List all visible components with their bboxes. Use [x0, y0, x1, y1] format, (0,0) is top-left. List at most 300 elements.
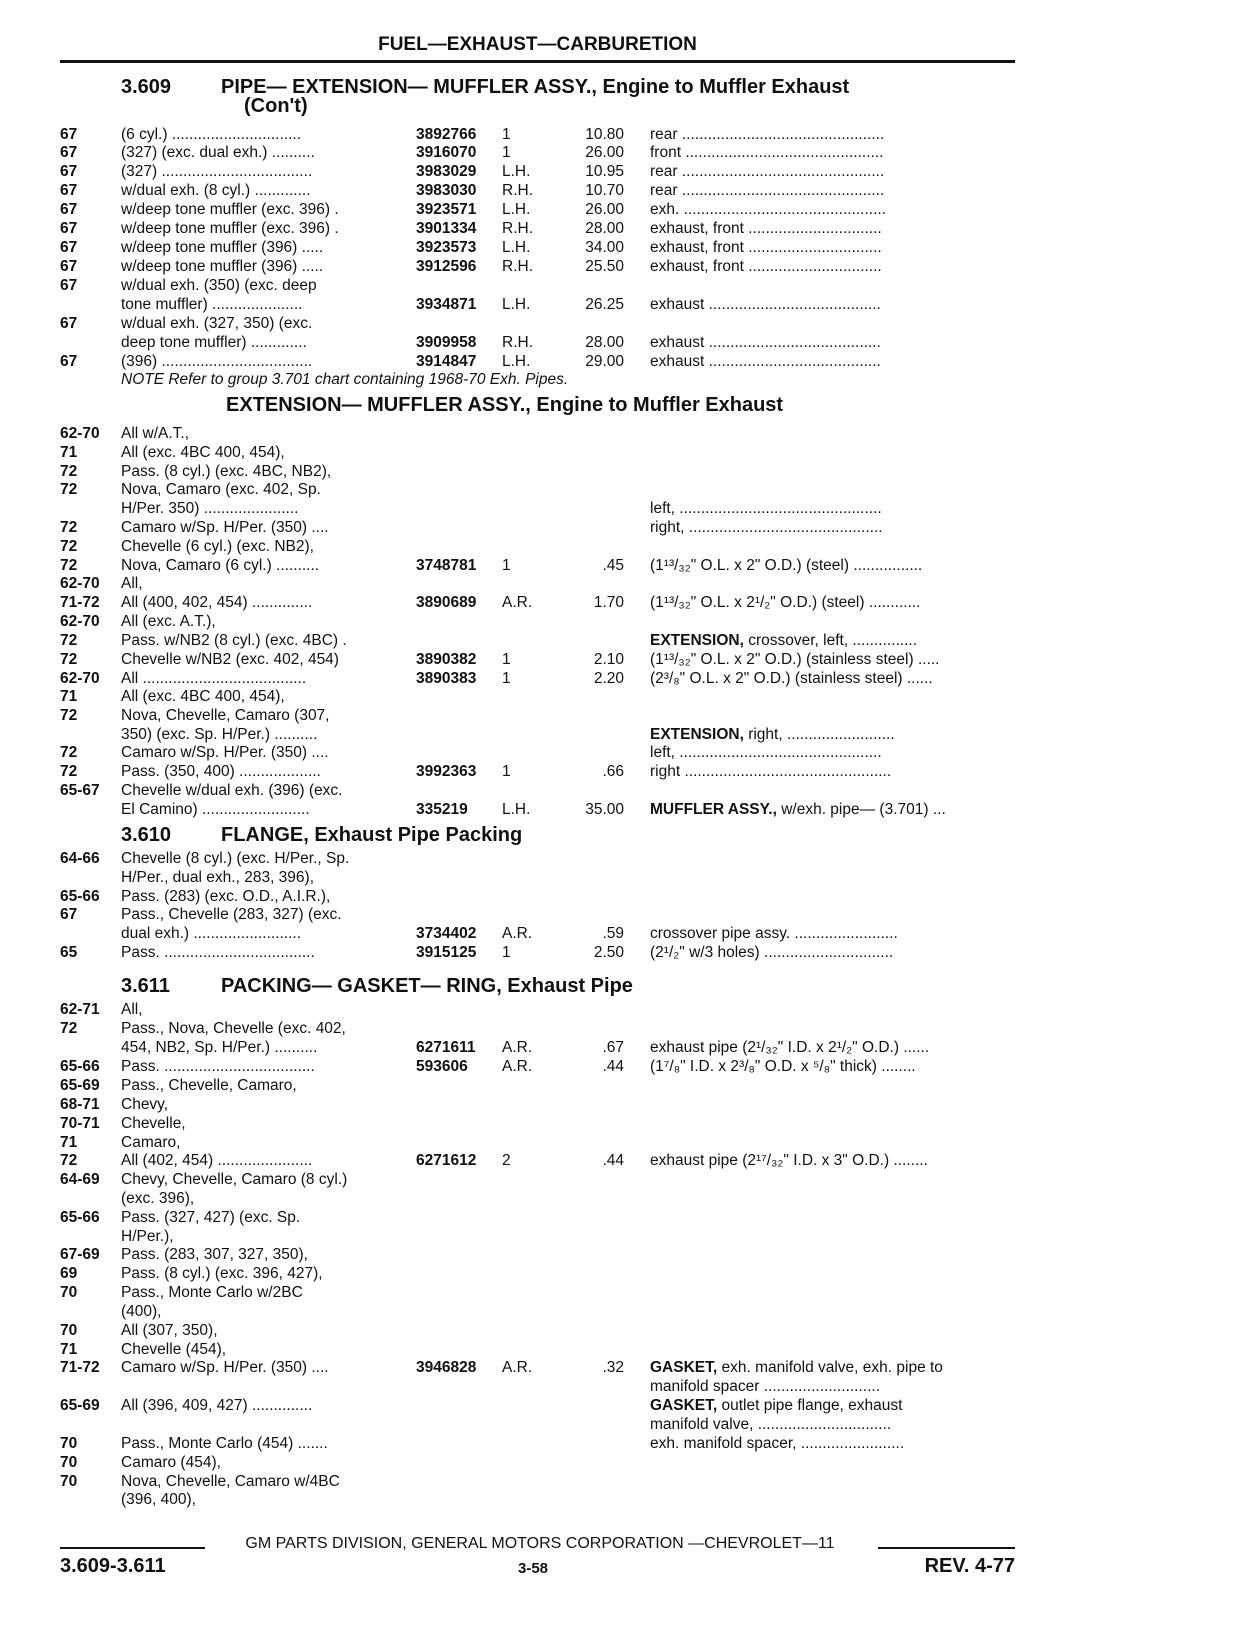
quantity-cell: 1 — [502, 144, 511, 161]
description-cell: exh. manifold spacer, ........................ — [650, 1435, 905, 1452]
description-cell: manifold spacer ........................... — [650, 1378, 880, 1395]
table-row — [0, 687, 1238, 706]
price-cell: 28.00 — [585, 334, 624, 351]
table-row — [0, 537, 1238, 556]
year-cell: 71 — [60, 1134, 78, 1151]
application-cell: Chevelle (454), — [121, 1341, 227, 1358]
application-cell: deep tone muffler) ............. — [121, 334, 307, 351]
table-row — [0, 295, 1238, 314]
table-row — [0, 1057, 1238, 1076]
table-row — [0, 200, 1238, 219]
description-cell: (1⁷/₈" I.D. x 2³/₈" O.D. x ⁵/₈" thick) ........ — [650, 1058, 916, 1075]
application-cell: Pass. (283) (exc. O.D., A.I.R.), — [121, 888, 331, 905]
year-cell: 62-70 — [60, 575, 100, 592]
table-row — [0, 1302, 1238, 1321]
table-row — [0, 868, 1238, 887]
section-title: PACKING— GASKET— RING, Exhaust Pipe — [221, 975, 633, 997]
part-number-cell: 6271611 — [416, 1039, 476, 1056]
application-cell: Pass. ................................... — [121, 1058, 315, 1075]
year-cell: 67 — [60, 906, 78, 923]
table-row — [0, 1095, 1238, 1114]
quantity-cell: L.H. — [502, 353, 531, 370]
table-row — [0, 257, 1238, 276]
table-row — [0, 276, 1238, 295]
table-row — [0, 1358, 1238, 1377]
year-cell: 70 — [60, 1454, 78, 1471]
footer-rule-right — [878, 1547, 1015, 1549]
year-cell: 67 — [60, 182, 78, 199]
quantity-cell: L.H. — [502, 801, 531, 818]
application-cell: w/deep tone muffler (exc. 396) . — [121, 220, 339, 237]
year-cell: 71 — [60, 688, 78, 705]
year-cell: 64-69 — [60, 1171, 100, 1188]
year-cell: 65-69 — [60, 1077, 100, 1094]
application-cell: H/Per.), — [121, 1228, 174, 1245]
part-number-cell: 3890382 — [416, 651, 477, 668]
quantity-cell: A.R. — [502, 594, 533, 611]
application-cell: Pass., Chevelle, Camaro, — [121, 1077, 297, 1094]
description-keyword: EXTENSION, — [650, 632, 744, 649]
part-number-cell: 3748781 — [416, 557, 477, 574]
part-number-cell: 3992363 — [416, 763, 477, 780]
description-keyword: MUFFLER ASSY., — [650, 801, 777, 818]
section-heading — [121, 824, 522, 847]
table-row — [0, 238, 1238, 257]
year-cell: 62-70 — [60, 613, 100, 630]
application-cell: (6 cyl.) .............................. — [121, 126, 301, 143]
application-cell: Chevelle w/NB2 (exc. 402, 454) — [121, 651, 339, 668]
quantity-cell: A.R. — [502, 1039, 533, 1056]
table-note — [0, 370, 1238, 389]
price-cell: 26.00 — [585, 144, 624, 161]
price-cell: 2.20 — [593, 670, 624, 687]
table-row — [0, 887, 1238, 906]
application-cell: Chevy, Chevelle, Camaro (8 cyl.) — [121, 1171, 348, 1188]
description-cell: exh. ............................................... — [650, 201, 887, 218]
table-row — [0, 462, 1238, 481]
description-cell: crossover pipe assy. ........................ — [650, 925, 898, 942]
part-number-cell: 593606 — [416, 1058, 468, 1075]
application-cell: (400), — [121, 1303, 162, 1320]
year-cell: 70 — [60, 1284, 78, 1301]
part-number-cell: 3946828 — [416, 1359, 477, 1376]
application-cell: Camaro, — [121, 1134, 181, 1151]
table-row — [0, 924, 1238, 943]
application-cell: 350) (exc. Sp. H/Per.) .......... — [121, 726, 318, 743]
application-cell: Nova, Camaro (exc. 402, Sp. — [121, 481, 321, 498]
footer-publisher: GM PARTS DIVISION, GENERAL MOTORS CORPORATION —CHEVROLET—11 — [245, 1535, 835, 1552]
description-cell: exhaust pipe (2¹⁷/₃₂" I.D. x 3" O.D.) ........ — [650, 1152, 928, 1169]
price-cell: 2.10 — [593, 651, 624, 668]
section-code: 3.611 — [121, 975, 170, 997]
description-cell: (2³/₈" O.L. x 2" O.D.) (stainless steel) ...... — [650, 670, 933, 687]
table-row — [0, 480, 1238, 499]
price-cell: .44 — [602, 1152, 624, 1169]
application-cell: Camaro w/Sp. H/Per. (350) .... — [121, 519, 329, 536]
quantity-cell: 1 — [502, 557, 511, 574]
section-title: FLANGE, Exhaust Pipe Packing — [221, 824, 523, 846]
description-keyword: GASKET, — [650, 1359, 718, 1376]
section-title: PIPE— EXTENSION— MUFFLER ASSY., Engine to Muffler Exhaust — [221, 76, 850, 98]
application-cell: All (396, 409, 427) .............. — [121, 1397, 313, 1414]
quantity-cell: R.H. — [502, 182, 533, 199]
application-cell: Camaro (454), — [121, 1454, 221, 1471]
application-cell: H/Per., dual exh., 283, 396), — [121, 869, 315, 886]
price-cell: 35.00 — [585, 801, 624, 818]
quantity-cell: L.H. — [502, 239, 531, 256]
year-cell: 72 — [60, 463, 78, 480]
quantity-cell: 1 — [502, 944, 511, 961]
table-row — [0, 1264, 1238, 1283]
description-cell: GASKET, outlet pipe flange, exhaust — [650, 1397, 903, 1414]
table-row — [0, 612, 1238, 631]
table-row — [0, 162, 1238, 181]
part-number-cell: 3983030 — [416, 182, 477, 199]
year-cell: 67 — [60, 201, 78, 218]
part-number-cell: 3901334 — [416, 220, 477, 237]
table-row — [0, 631, 1238, 650]
table-row — [0, 743, 1238, 762]
quantity-cell: R.H. — [502, 258, 533, 275]
year-cell: 68-71 — [60, 1096, 100, 1113]
table-row — [0, 574, 1238, 593]
description-cell: (1¹³/₃₂" O.L. x 2" O.D.) (stainless steel) ..... — [650, 651, 940, 668]
price-cell: 26.25 — [585, 296, 624, 313]
description-keyword: GASKET, — [650, 1397, 718, 1414]
application-cell: Chevelle (6 cyl.) (exc. NB2), — [121, 538, 314, 555]
description-cell: GASKET, exh. manifold valve, exh. pipe to — [650, 1359, 943, 1376]
table-row — [0, 1133, 1238, 1152]
year-cell: 65 — [60, 944, 78, 961]
price-cell: .66 — [602, 763, 624, 780]
table-row — [0, 1490, 1238, 1509]
year-cell: 70 — [60, 1435, 78, 1452]
year-cell: 72 — [60, 763, 78, 780]
application-cell: w/deep tone muffler (396) ..... — [121, 258, 324, 275]
part-number-cell: 3912596 — [416, 258, 477, 275]
year-cell: 67 — [60, 163, 78, 180]
application-cell: w/dual exh. (327, 350) (exc. — [121, 315, 313, 332]
note-text: NOTE Refer to group 3.701 chart containing 1968-70 Exh. Pipes. — [121, 371, 569, 388]
description-cell: exhaust, front ............................... — [650, 220, 882, 237]
footer-revision: REV. 4-77 — [924, 1555, 1015, 1577]
year-cell: 71-72 — [60, 594, 100, 611]
year-cell: 67 — [60, 126, 78, 143]
description-cell: front .............................................. — [650, 144, 884, 161]
application-cell: Pass. (8 cyl.) (exc. 396, 427), — [121, 1265, 323, 1282]
description-cell: exhaust pipe (2¹/₃₂" I.D. x 2¹/₂" O.D.) ...... — [650, 1039, 930, 1056]
year-cell: 72 — [60, 557, 78, 574]
part-number-cell: 335219 — [416, 801, 468, 818]
table-row — [0, 1283, 1238, 1302]
description-cell: rear ............................................... — [650, 182, 885, 199]
footer-rule-left — [60, 1547, 205, 1549]
table-row — [0, 333, 1238, 352]
table-row — [0, 1340, 1238, 1359]
application-cell: All, — [121, 575, 143, 592]
table-row — [0, 1245, 1238, 1264]
table-row — [0, 1038, 1238, 1057]
description-cell: exhaust ........................................ — [650, 353, 881, 370]
application-cell: 454, NB2, Sp. H/Per.) .......... — [121, 1039, 318, 1056]
part-number-cell: 3923573 — [416, 239, 477, 256]
part-number-cell: 3934871 — [416, 296, 477, 313]
table-row — [0, 1472, 1238, 1491]
application-cell: Chevelle w/dual exh. (396) (exc. — [121, 782, 343, 799]
application-cell: dual exh.) ......................... — [121, 925, 302, 942]
description-cell: right, ............................................. — [650, 519, 883, 536]
table-row — [0, 424, 1238, 443]
application-cell: All (402, 454) ...................... — [121, 1152, 313, 1169]
price-cell: 10.70 — [585, 182, 624, 199]
price-cell: 29.00 — [585, 353, 624, 370]
table-row — [0, 1019, 1238, 1038]
table-row — [0, 499, 1238, 518]
quantity-cell: 1 — [502, 126, 511, 143]
section-heading — [121, 76, 849, 118]
part-number-cell: 3892766 — [416, 126, 477, 143]
part-number-cell: 6271612 — [416, 1152, 477, 1169]
description-cell: EXTENSION, crossover, left, ............... — [650, 632, 918, 649]
section-code: 3.609 — [121, 76, 172, 98]
table-row — [0, 1189, 1238, 1208]
table-row — [0, 1415, 1238, 1434]
table-row — [0, 443, 1238, 462]
table-row — [0, 593, 1238, 612]
year-cell: 72 — [60, 632, 78, 649]
application-cell: El Camino) ......................... — [121, 801, 310, 818]
year-cell: 65-69 — [60, 1397, 100, 1414]
application-cell: Pass. (350, 400) ................... — [121, 763, 321, 780]
description-cell: (2¹/₂" w/3 holes) .............................. — [650, 944, 894, 961]
application-cell: All (exc. 4BC 400, 454), — [121, 444, 285, 461]
table-row — [0, 800, 1238, 819]
footer-page-number: 3-58 — [518, 1560, 549, 1577]
table-row — [0, 556, 1238, 575]
description-cell: left, ............................................... — [650, 744, 882, 761]
year-cell: 67 — [60, 239, 78, 256]
application-cell: All, — [121, 1001, 143, 1018]
price-cell: 28.00 — [585, 220, 624, 237]
price-cell: 1.70 — [593, 594, 624, 611]
description-cell: manifold valve, ............................... — [650, 1416, 892, 1433]
application-cell: All (exc. 4BC 400, 454), — [121, 688, 285, 705]
application-cell: Pass. (327, 427) (exc. Sp. — [121, 1209, 301, 1226]
price-cell: 10.80 — [585, 126, 624, 143]
year-cell: 65-66 — [60, 1058, 100, 1075]
table-row — [0, 1321, 1238, 1340]
year-cell: 67 — [60, 220, 78, 237]
part-number-cell: 3909958 — [416, 334, 477, 351]
description-cell: exhaust ........................................ — [650, 296, 881, 313]
table-row — [0, 125, 1238, 144]
year-cell: 72 — [60, 519, 78, 536]
table-row — [0, 650, 1238, 669]
table-row — [0, 943, 1238, 962]
table-row — [0, 781, 1238, 800]
footer-group-range: 3.609-3.611 — [60, 1555, 166, 1577]
quantity-cell: 2 — [502, 1152, 511, 1169]
part-number-cell: 3890689 — [416, 594, 477, 611]
year-cell: 67 — [60, 144, 78, 161]
price-cell: 26.00 — [585, 201, 624, 218]
year-cell: 71-72 — [60, 1359, 100, 1376]
table-row — [0, 1114, 1238, 1133]
table-row — [0, 1151, 1238, 1170]
year-cell: 72 — [60, 481, 78, 498]
price-cell: .67 — [602, 1039, 624, 1056]
application-cell: tone muffler) ..................... — [121, 296, 303, 313]
application-cell: (exc. 396), — [121, 1190, 195, 1207]
application-cell: Camaro w/Sp. H/Per. (350) .... — [121, 1359, 329, 1376]
price-cell: .32 — [602, 1359, 624, 1376]
price-cell: 34.00 — [585, 239, 624, 256]
table-row — [0, 725, 1238, 744]
application-cell: All (exc. A.T.), — [121, 613, 216, 630]
description-cell: exhaust ........................................ — [650, 334, 881, 351]
description-cell: right ................................................ — [650, 763, 892, 780]
price-cell: 25.50 — [585, 258, 624, 275]
application-cell: Nova, Camaro (6 cyl.) .......... — [121, 557, 320, 574]
price-cell: .44 — [602, 1058, 624, 1075]
quantity-cell: L.H. — [502, 296, 531, 313]
application-cell: (396, 400), — [121, 1491, 196, 1508]
application-cell: (396) ................................... — [121, 353, 313, 370]
header-rule — [60, 60, 1015, 63]
table-row — [0, 1076, 1238, 1095]
part-number-cell: 3914847 — [416, 353, 477, 370]
table-row — [0, 219, 1238, 238]
section-heading — [121, 975, 633, 998]
year-cell: 65-66 — [60, 1209, 100, 1226]
description-cell: (1¹³/₃₂" O.L. x 2¹/₂" O.D.) (steel) ............ — [650, 594, 921, 611]
part-number-cell: 3915125 — [416, 944, 477, 961]
description-cell: (1¹³/₃₂" O.L. x 2" O.D.) (steel) ................ — [650, 557, 923, 574]
application-cell: Chevelle, — [121, 1115, 186, 1132]
table-row — [0, 905, 1238, 924]
part-number-cell: 3734402 — [416, 925, 477, 942]
year-cell: 65-67 — [60, 782, 100, 799]
page-header: FUEL—EXHAUST—CARBURETION — [378, 34, 697, 55]
application-cell: Pass. ................................... — [121, 944, 315, 961]
application-cell: Pass. w/NB2 (8 cyl.) (exc. 4BC) . — [121, 632, 347, 649]
quantity-cell: 1 — [502, 670, 511, 687]
description-cell: left, ............................................... — [650, 500, 882, 517]
table-row — [0, 314, 1238, 333]
application-cell: All (307, 350), — [121, 1322, 218, 1339]
table-row — [0, 181, 1238, 200]
price-cell: 2.50 — [593, 944, 624, 961]
application-cell: Nova, Chevelle, Camaro w/4BC — [121, 1473, 340, 1490]
quantity-cell: R.H. — [502, 334, 533, 351]
year-cell: 71 — [60, 1341, 78, 1358]
year-cell: 72 — [60, 707, 78, 724]
quantity-cell: 1 — [502, 651, 511, 668]
description-cell: exhaust, front ............................... — [650, 258, 882, 275]
year-cell: 72 — [60, 538, 78, 555]
application-cell: All (400, 402, 454) .............. — [121, 594, 313, 611]
part-number-cell: 3983029 — [416, 163, 477, 180]
application-cell: Camaro w/Sp. H/Per. (350) .... — [121, 744, 329, 761]
price-cell: .45 — [602, 557, 624, 574]
year-cell: 72 — [60, 651, 78, 668]
table-row — [0, 1434, 1238, 1453]
part-number-cell: 3890383 — [416, 670, 477, 687]
application-cell: Chevelle (8 cyl.) (exc. H/Per., Sp. — [121, 850, 350, 867]
quantity-cell: L.H. — [502, 163, 531, 180]
table-row — [0, 352, 1238, 371]
part-number-cell: 3916070 — [416, 144, 477, 161]
application-cell: All ...................................... — [121, 670, 307, 687]
section-heading — [226, 394, 783, 417]
table-row — [0, 1000, 1238, 1019]
table-row — [0, 143, 1238, 162]
application-cell: w/deep tone muffler (exc. 396) . — [121, 201, 339, 218]
quantity-cell: 1 — [502, 763, 511, 780]
application-cell: All w/A.T., — [121, 425, 190, 442]
application-cell: Pass., Monte Carlo (454) ....... — [121, 1435, 328, 1452]
year-cell: 71 — [60, 444, 78, 461]
application-cell: (327) ................................... — [121, 163, 313, 180]
table-row — [0, 1208, 1238, 1227]
description-cell: rear ............................................... — [650, 163, 885, 180]
price-cell: .59 — [602, 925, 624, 942]
year-cell: 62-71 — [60, 1001, 100, 1018]
description-keyword: EXTENSION, — [650, 726, 744, 743]
section-title: EXTENSION— MUFFLER ASSY., Engine to Muffler Exhaust — [226, 394, 784, 416]
year-cell: 70 — [60, 1473, 78, 1490]
year-cell: 69 — [60, 1265, 78, 1282]
year-cell: 67 — [60, 277, 78, 294]
application-cell: Pass., Chevelle (283, 327) (exc. — [121, 906, 342, 923]
table-row — [0, 849, 1238, 868]
quantity-cell: A.R. — [502, 1058, 533, 1075]
description-cell: MUFFLER ASSY., w/exh. pipe— (3.701) ... — [650, 801, 946, 818]
year-cell: 64-66 — [60, 850, 100, 867]
application-cell: Nova, Chevelle, Camaro (307, — [121, 707, 330, 724]
section-code: 3.610 — [121, 824, 172, 846]
table-row — [0, 706, 1238, 725]
year-cell: 62-70 — [60, 670, 100, 687]
year-cell: 72 — [60, 744, 78, 761]
quantity-cell: R.H. — [502, 220, 533, 237]
year-cell: 67-69 — [60, 1246, 100, 1263]
year-cell: 62-70 — [60, 425, 100, 442]
year-cell: 65-66 — [60, 888, 100, 905]
application-cell: Pass., Nova, Chevelle (exc. 402, — [121, 1020, 346, 1037]
application-cell: H/Per. 350) ...................... — [121, 500, 299, 517]
year-cell: 70 — [60, 1322, 78, 1339]
description-cell: EXTENSION, right, ......................... — [650, 726, 895, 743]
table-row — [0, 1170, 1238, 1189]
application-cell: Pass., Monte Carlo w/2BC — [121, 1284, 303, 1301]
application-cell: w/dual exh. (350) (exc. deep — [121, 277, 317, 294]
description-cell: exhaust, front ............................... — [650, 239, 882, 256]
quantity-cell: A.R. — [502, 1359, 533, 1376]
year-cell: 72 — [60, 1152, 78, 1169]
application-cell: Chevy, — [121, 1096, 169, 1113]
application-cell: (327) (exc. dual exh.) .......... — [121, 144, 315, 161]
application-cell: w/deep tone muffler (396) ..... — [121, 239, 324, 256]
quantity-cell: L.H. — [502, 201, 531, 218]
section-title-continued: (Con't) — [244, 95, 308, 117]
year-cell: 67 — [60, 353, 78, 370]
table-row — [0, 1227, 1238, 1246]
quantity-cell: A.R. — [502, 925, 533, 942]
application-cell: w/dual exh. (8 cyl.) ............. — [121, 182, 311, 199]
part-number-cell: 3923571 — [416, 201, 477, 218]
table-row — [0, 1396, 1238, 1415]
